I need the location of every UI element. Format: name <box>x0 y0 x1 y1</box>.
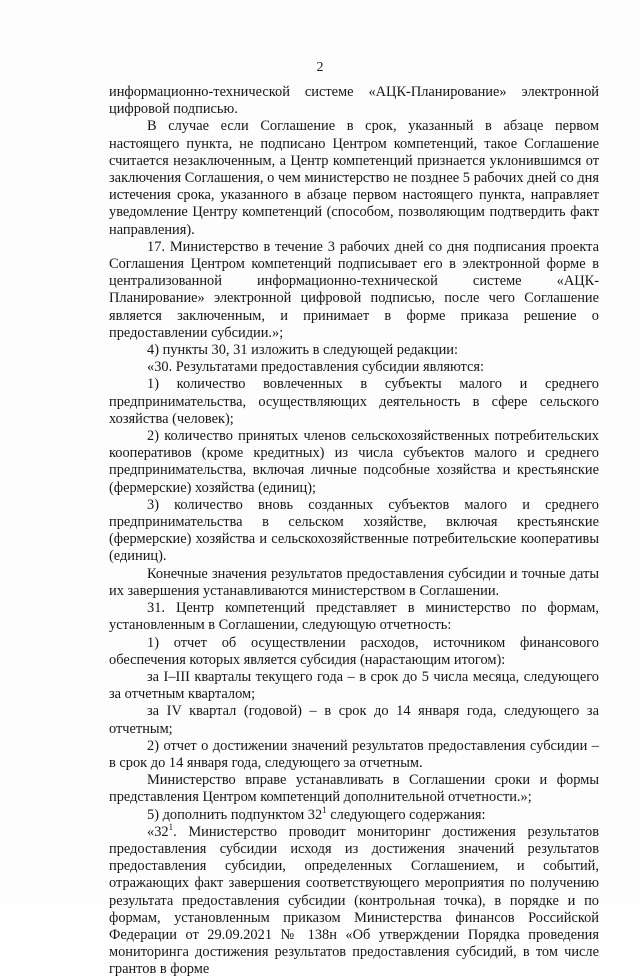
paragraph: 31. Центр компетенций представляет в министерство по формам, установленным в Соглашении, следующую отчетность: <box>109 600 599 634</box>
paragraph: 3) количество вновь созданных субъектов малого и среднего предпринимательства в сельском хозяйстве, включая крестьянские (фермерские) хозяйства и сельскохозяйственные потребительские кооперативы (единиц). <box>109 496 599 565</box>
paragraph-text: 5) дополнить подпунктом 32 <box>147 806 323 823</box>
paragraph <box>109 804 599 824</box>
paragraph-text: . Министерство проводит мониторинг достижения результатов предоставления субсидии исходя из достижения значений результатов предоставления субсидии, определенных Соглашением, и событий, отражающих факт завершения соответствующего мероприятия по получению результата предоставления субсидии (контрольная точка), в порядке и по формам, установленным приказом Министерства финансов Российской Федерации от 29.09.2021 № 138н «Об утверждении Порядка проведения мониторинга достижения результатов предоставления субсидий, в том числе грантов в форме <box>109 823 599 978</box>
paragraph: 4) пункты 30, 31 изложить в следующей редакции: <box>147 342 458 359</box>
paragraph: 17. Министерство в течение 3 рабочих дней со дня подписания проекта Соглашения Центром компетенций подписывает его в электронной форме в централизованной информационно-технической системе «АЦК-Планирование» электронной цифровой подписью, после чего Соглашение является заключенным, и принимает в форме приказа решение о предоставлении субсидии.»; <box>109 238 599 341</box>
superscript: 1 <box>168 821 174 832</box>
paragraph-text: «32 <box>147 823 169 840</box>
paragraph: за I–III кварталы текущего года – в срок до 5 числа месяца, следующего за отчетным кварталом; <box>109 668 599 703</box>
paragraph: 2) отчет о достижении значений результатов предоставления субсидии – в срок до 14 января года, следующего за отчетным. <box>109 737 599 771</box>
paragraph: 1) количество вовлеченных в субъекты малого и среднего предпринимательства, осуществляющих деятельность в сфере сельского хозяйства (человек); <box>109 376 599 427</box>
paragraph-text: следующего содержания: <box>326 806 486 823</box>
paragraph: информационно-технической системе «АЦК-Планирование» электронной цифровой подписью. <box>109 84 599 118</box>
paragraph: В случае если Соглашение в срок, указанный в абзаце первом настоящего пункта, не подписано Центром компетенций, такое Соглашение считается незаключенным, а Центр компетенций признается уклонившимся от заключения Соглашения, о чем министерство не позднее 5 рабочих дней со дня истечения срока, указанного в абзаце первом настоящего пункта, направляет уведомление Центру компетенций (способом, позволяющим подтвердить факт направления). <box>109 118 599 238</box>
paragraph: «30. Результатами предоставления субсидии являются: <box>147 359 485 376</box>
paragraph: 2) количество принятых членов сельскохозяйственных потребительских кооперативов (кроме кредитных) из числа субъектов малого и среднего предпринимательства, включая личные подсобные хозяйства и крестьянские (фермерские) хозяйства (единиц); <box>109 428 599 496</box>
paragraph: Конечные значения результатов предоставления субсидии и точные даты их завершения устанавливаются министерством в Соглашении. <box>109 565 599 599</box>
paragraph: за IV квартал (годовой) – в срок до 14 января года, следующего за отчетным; <box>109 703 599 737</box>
paragraph <box>109 821 599 979</box>
document-body <box>109 84 599 979</box>
superscript: 1 <box>322 804 327 815</box>
paragraph: Министерство вправе устанавливать в Соглашении сроки и формы представления Центром компетенций дополнительной отчетности.»; <box>109 772 599 806</box>
page-number: 2 <box>316 60 324 75</box>
paragraph: 1) отчет об осуществлении расходов, источником финансового обеспечения которых является субсидия (нарастающим итогом): <box>109 634 599 668</box>
